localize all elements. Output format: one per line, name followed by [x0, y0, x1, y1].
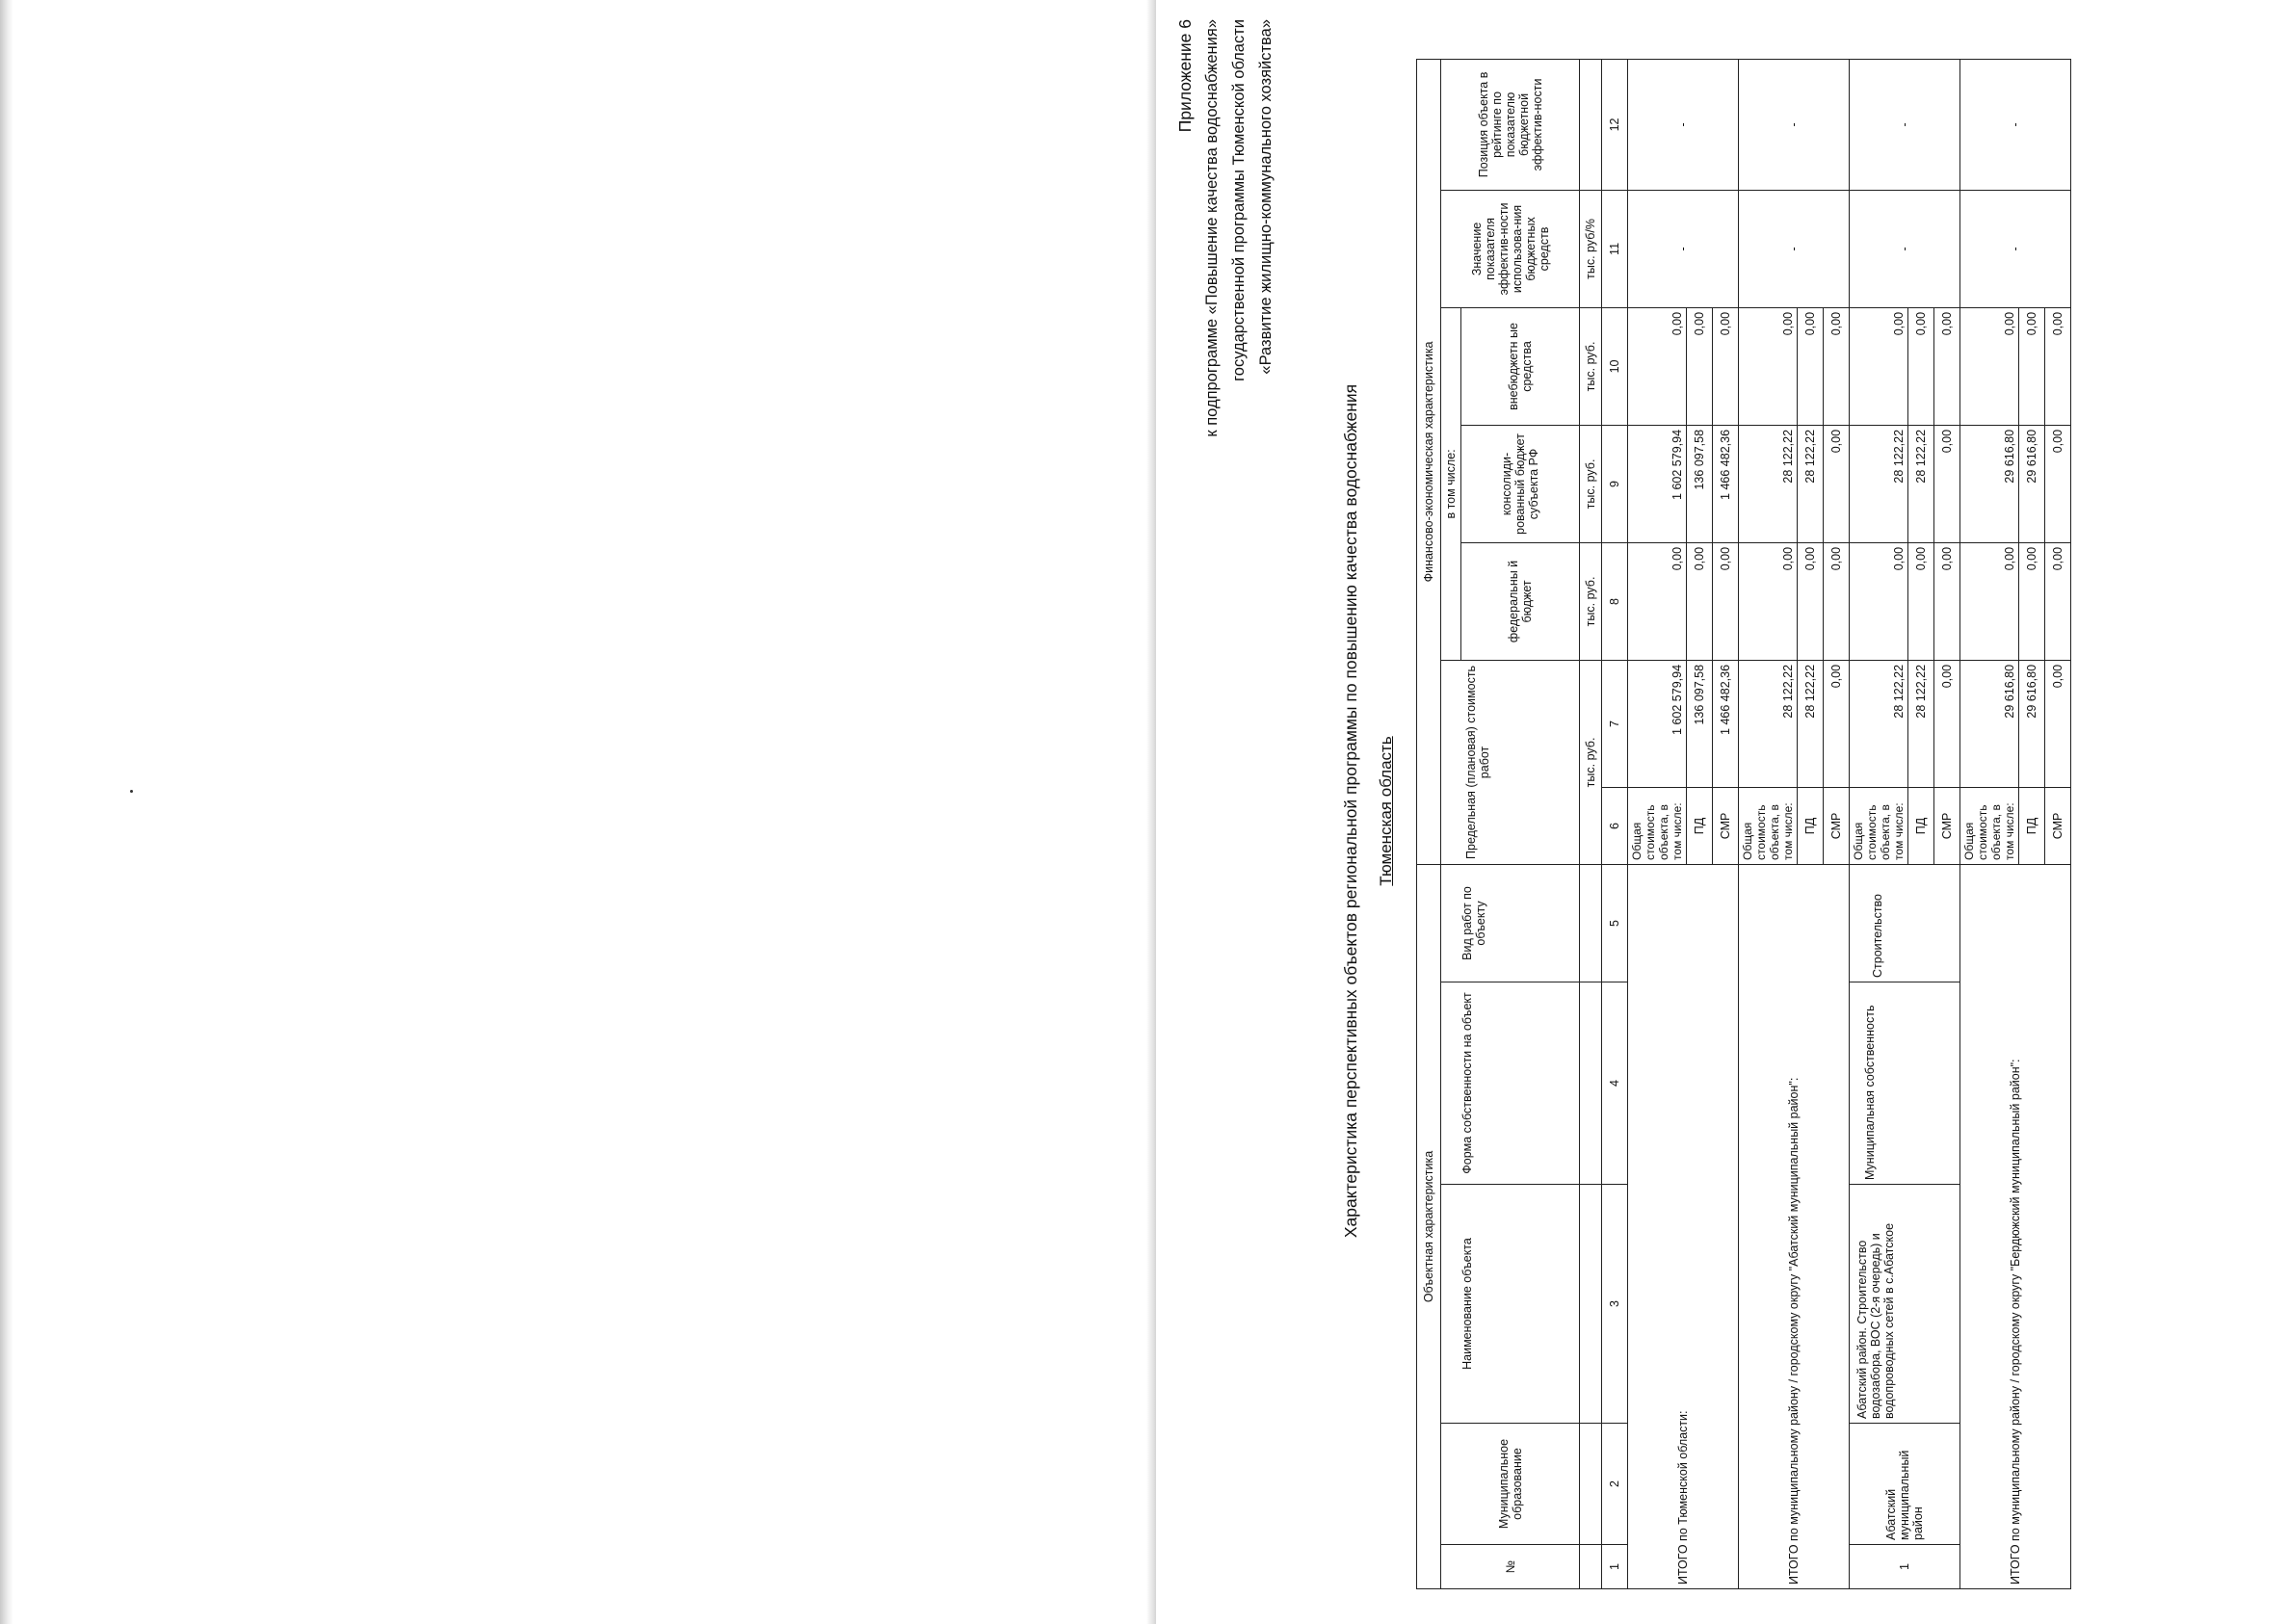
- efficiency-value: -: [1960, 190, 2071, 307]
- cell-value: 0,00: [1934, 425, 1960, 542]
- item-number: 1: [1850, 1545, 1960, 1589]
- smr-label: СМР: [1934, 787, 1960, 864]
- unit-extra: тыс. руб.: [1580, 307, 1602, 425]
- region-title: Тюменская область: [1377, 736, 1395, 886]
- cell-value: 0,00: [1687, 542, 1713, 660]
- colnum: 3: [1602, 1185, 1628, 1424]
- header-row-2: [1441, 59, 1461, 1588]
- page-title: Характеристика перспективных объектов региональной программы по повышению качества водоснабжения: [1341, 383, 1360, 1239]
- abatsk-total-label: ИТОГО по муниципальному району / городскому округу "Абатский муниципальный район":: [1739, 864, 1850, 1588]
- cell-value: 28 122,22: [1798, 660, 1824, 787]
- cell-value: 0,00: [1628, 542, 1687, 660]
- cell-value: 1 602 579,94: [1628, 660, 1687, 787]
- total-cost-label: Общая стоимость объекта, в том числе:: [1850, 787, 1908, 864]
- colnum: 9: [1602, 425, 1628, 542]
- cell-value: 28 122,22: [1739, 425, 1798, 542]
- col-federal-header: федеральны й бюджет: [1461, 542, 1580, 660]
- cell-value: 0,00: [1739, 542, 1798, 660]
- in-that-header: в том числе:: [1441, 307, 1461, 660]
- fin-char-header: Финансово-экономическая характеристика: [1417, 59, 1441, 864]
- total-cost-label: Общая стоимость объекта, в том числе:: [1739, 787, 1798, 864]
- cell-value: 29 616,80: [2019, 660, 2045, 787]
- cell-value: 0,00: [2045, 307, 2071, 425]
- pd-label: ПД: [1908, 787, 1934, 864]
- appendix-line-1: к подпрограмме «Повышение качества водоснабжения»: [1203, 19, 1221, 437]
- colnum: 1: [1602, 1545, 1628, 1589]
- cell-value: 0,00: [1798, 307, 1824, 425]
- cell-value: 0,00: [1824, 542, 1850, 660]
- colnum: 5: [1602, 864, 1628, 982]
- colnum: 8: [1602, 542, 1628, 660]
- item-work-type: Строительство: [1850, 864, 1960, 982]
- cell-value: 0,00: [1850, 307, 1908, 425]
- cell-value: 0,00: [2045, 425, 2071, 542]
- col-extra-header: внебюджетн ые средства: [1461, 307, 1580, 425]
- total-cost-label: Общая стоимость объекта, в том числе:: [1960, 787, 2019, 864]
- cell-value: 1 466 482,36: [1713, 660, 1739, 787]
- objects-table: [1416, 59, 2071, 1589]
- smr-label: СМР: [1713, 787, 1739, 864]
- scan-speck: [130, 790, 133, 793]
- col-municipality-header: Муниципальное образование: [1441, 1424, 1580, 1545]
- cell-value: 0,00: [1908, 307, 1934, 425]
- rotated-document: [1146, 12, 2288, 1611]
- cell-value: 0,00: [2019, 307, 2045, 425]
- smr-label: СМР: [2045, 787, 2071, 864]
- smr-label: СМР: [1824, 787, 1850, 864]
- item-object-name: Абатский район. Строительство водозабора, ВОС (2-я очередь) и водопроводных сетей в с.Абатское: [1850, 1185, 1960, 1424]
- item-ownership: Муниципальная собственность: [1850, 982, 1960, 1185]
- header-row-1: [1417, 59, 1441, 1588]
- col-consolidated-header: консолиди-рованный бюджет субъекта РФ: [1461, 425, 1580, 542]
- colnum: 10: [1602, 307, 1628, 425]
- unit-federal: тыс. руб.: [1580, 542, 1602, 660]
- units-row: [1580, 59, 1602, 1588]
- efficiency-value: -: [1628, 190, 1739, 307]
- rating-value: -: [1628, 59, 1739, 190]
- colnum: 2: [1602, 1424, 1628, 1545]
- cell-value: 29 616,80: [2019, 425, 2045, 542]
- cell-value: 0,00: [1739, 307, 1798, 425]
- unit-cost: тыс. руб.: [1580, 660, 1602, 864]
- cell-value: 1 466 482,36: [1713, 425, 1739, 542]
- cell-value: 0,00: [2045, 660, 2071, 787]
- col-cost-header: Предельная (плановая) стоимость работ: [1441, 660, 1580, 864]
- table-row: [1960, 59, 2019, 1588]
- appendix-title: Приложение 6: [1175, 19, 1195, 133]
- cell-value: 0,00: [1798, 542, 1824, 660]
- appendix-line-3: «Развитие жилищно-коммунального хозяйства»: [1257, 19, 1275, 375]
- cell-value: 0,00: [1850, 542, 1908, 660]
- cell-value: 0,00: [1908, 542, 1934, 660]
- cell-value: 0,00: [1713, 542, 1739, 660]
- colnum: 11: [1602, 190, 1628, 307]
- cell-value: 0,00: [1934, 542, 1960, 660]
- cell-value: 28 122,22: [1798, 425, 1824, 542]
- cell-value: 136 097,58: [1687, 660, 1713, 787]
- colnum: 6: [1602, 787, 1628, 864]
- cell-value: 0,00: [1934, 660, 1960, 787]
- pd-label: ПД: [2019, 787, 2045, 864]
- cell-value: 28 122,22: [1908, 425, 1934, 542]
- rating-value: -: [1739, 59, 1850, 190]
- cell-value: 0,00: [2019, 542, 2045, 660]
- cell-value: 0,00: [1824, 307, 1850, 425]
- col-no-header: №: [1441, 1545, 1580, 1589]
- col-ownership-header: Форма собственности на объект: [1441, 982, 1580, 1185]
- unit-consolidated: тыс. руб.: [1580, 425, 1602, 542]
- col-efficiency-header: Значение показателя эффектив-ности использова-ния бюджетных средств: [1441, 190, 1580, 307]
- scan-edge-left: [0, 0, 13, 1624]
- cell-value: 0,00: [2045, 542, 2071, 660]
- column-numbers-row: [1602, 59, 1628, 1588]
- cell-value: 29 616,80: [1960, 660, 2019, 787]
- rating-value: -: [1850, 59, 1960, 190]
- unit-efficiency: тыс. руб/%: [1580, 190, 1602, 307]
- table-row: [1739, 59, 1798, 1588]
- cell-value: 28 122,22: [1739, 660, 1798, 787]
- cell-value: 0,00: [1960, 542, 2019, 660]
- cell-value: 0,00: [1713, 307, 1739, 425]
- colnum: 4: [1602, 982, 1628, 1185]
- oblast-total-label: ИТОГО по Тюменской области:: [1628, 864, 1739, 1588]
- appendix-line-2: государственной программы Тюменской области: [1230, 19, 1248, 381]
- efficiency-value: -: [1739, 190, 1850, 307]
- pd-label: ПД: [1798, 787, 1824, 864]
- pd-label: ПД: [1687, 787, 1713, 864]
- colnum: 7: [1602, 660, 1628, 787]
- colnum: 12: [1602, 59, 1628, 190]
- col-rating-header: Позиция объекта в рейтинге по показателю бюджетной эффектив-ности: [1441, 59, 1580, 190]
- cell-value: 1 602 579,94: [1628, 425, 1687, 542]
- cell-value: 136 097,58: [1687, 425, 1713, 542]
- cell-value: 29 616,80: [1960, 425, 2019, 542]
- cell-value: 0,00: [1824, 660, 1850, 787]
- item-municipality: Абатский муниципальный район: [1850, 1424, 1960, 1545]
- total-cost-label: Общая стоимость объекта, в том числе:: [1628, 787, 1687, 864]
- efficiency-value: -: [1850, 190, 1960, 307]
- table-row: [1850, 59, 1908, 1588]
- rating-value: -: [1960, 59, 2071, 190]
- col-work-type-header: Вид работ по объекту: [1441, 864, 1580, 982]
- col-object-name-header: Наименование объекта: [1441, 1185, 1580, 1424]
- cell-value: 28 122,22: [1908, 660, 1934, 787]
- cell-value: 0,00: [1960, 307, 2019, 425]
- cell-value: 0,00: [1824, 425, 1850, 542]
- cell-value: 28 122,22: [1850, 425, 1908, 542]
- cell-value: 0,00: [1628, 307, 1687, 425]
- berdyuzh-total-label: ИТОГО по муниципальному району / городскому округу "Бердюжский муниципальный район":: [1960, 864, 2071, 1588]
- object-char-header: Объектная характеристика: [1417, 864, 1441, 1588]
- cell-value: 0,00: [1934, 307, 1960, 425]
- cell-value: 28 122,22: [1850, 660, 1908, 787]
- table-row: [1628, 59, 1687, 1588]
- cell-value: 0,00: [1687, 307, 1713, 425]
